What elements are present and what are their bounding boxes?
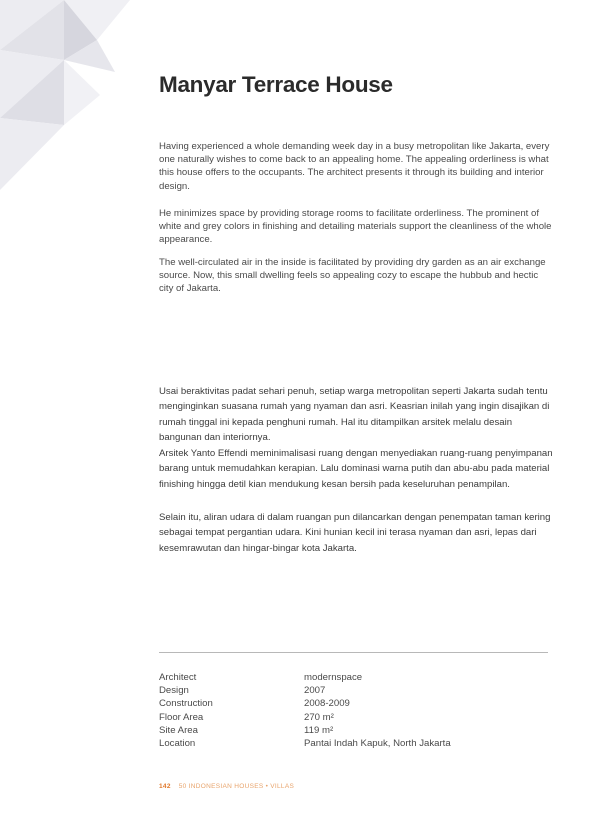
english-paragraph-1: Having experienced a whole demanding week day in a busy metropolitan like Jakarta, every one naturally wishes to come back to an appealing home. The appealing orderliness is what this house offers to the occupants. The architect presents it through its building and interior design. (159, 141, 550, 192)
spec-value: 270 m² (304, 711, 334, 723)
spec-row-architect (159, 671, 559, 684)
spec-label: Floor Area (159, 711, 204, 723)
specs-divider (159, 652, 548, 653)
page-footer (159, 783, 294, 790)
spec-row-site-area (159, 724, 559, 737)
spec-label: Construction (159, 698, 213, 710)
spec-row-location (159, 737, 559, 750)
english-paragraph-2: He minimizes space by providing storage rooms to facilitate orderliness. The prominent of white and grey colors in finishing and detailing materials support the cleanliness of the whole appearance. (159, 208, 552, 246)
indonesian-paragraph-2: Arsitek Yanto Effendi meminimalisasi ruang dengan menyediakan ruang-ruang penyimpanan barang untuk memudahkan kerapian. Lalu dominasi warna putih dan abu-abu pada material finishing hingga detil kian mendukung kesan bersih pada keseluruhan penampilan. (159, 448, 553, 490)
page-number: 142 (159, 783, 171, 790)
spec-value: 2007 (304, 685, 326, 697)
spec-value: 119 m² (304, 724, 334, 736)
spec-label: Location (159, 737, 196, 749)
spec-value: 2008-2009 (304, 698, 350, 710)
spec-label: Site Area (159, 724, 198, 736)
project-specs (159, 671, 559, 750)
spec-label: Architect (159, 672, 197, 683)
spec-row-design (159, 684, 559, 697)
indonesian-paragraph-1: Usai beraktivitas padat sehari penuh, setiap warga metropolitan seperti Jakarta sudah tentu menginginkan suasana rumah yang nyaman dan asri. Keasrian inilah yang ingin disajikan di rumah tinggal ini kepada penghuni rumah. Hal itu ditampilkan arsitek melalu desain bangunan dan interiornya. (159, 386, 550, 444)
spec-label: Design (159, 685, 189, 697)
spec-value: modernspace (304, 672, 363, 683)
spec-row-construction (159, 697, 559, 710)
spec-value: Pantai Indah Kapuk, North Jakarta (304, 737, 451, 749)
english-paragraph-3: The well-circulated air in the inside is facilitated by providing dry garden as an air exchange source. Now, this small dwelling feels so appealing cozy to escape the hubbub and hectic city of Jakarta. (159, 257, 546, 295)
triangle-pattern-decoration (0, 0, 150, 200)
page-title: Manyar Terrace House (159, 72, 393, 97)
book-title: 50 INDONESIAN HOUSES • VILLAS (178, 783, 295, 790)
indonesian-paragraph-3: Selain itu, aliran udara di dalam ruangan pun dilancarkan dengan penempatan taman kering sebagai tempat pergantian udara. Kini hunian kecil ini terasa nyaman dan asri, lepas dari kesemrawutan dan hingar-bingar kota Jakarta. (159, 512, 551, 554)
spec-row-floor-area (159, 711, 559, 724)
